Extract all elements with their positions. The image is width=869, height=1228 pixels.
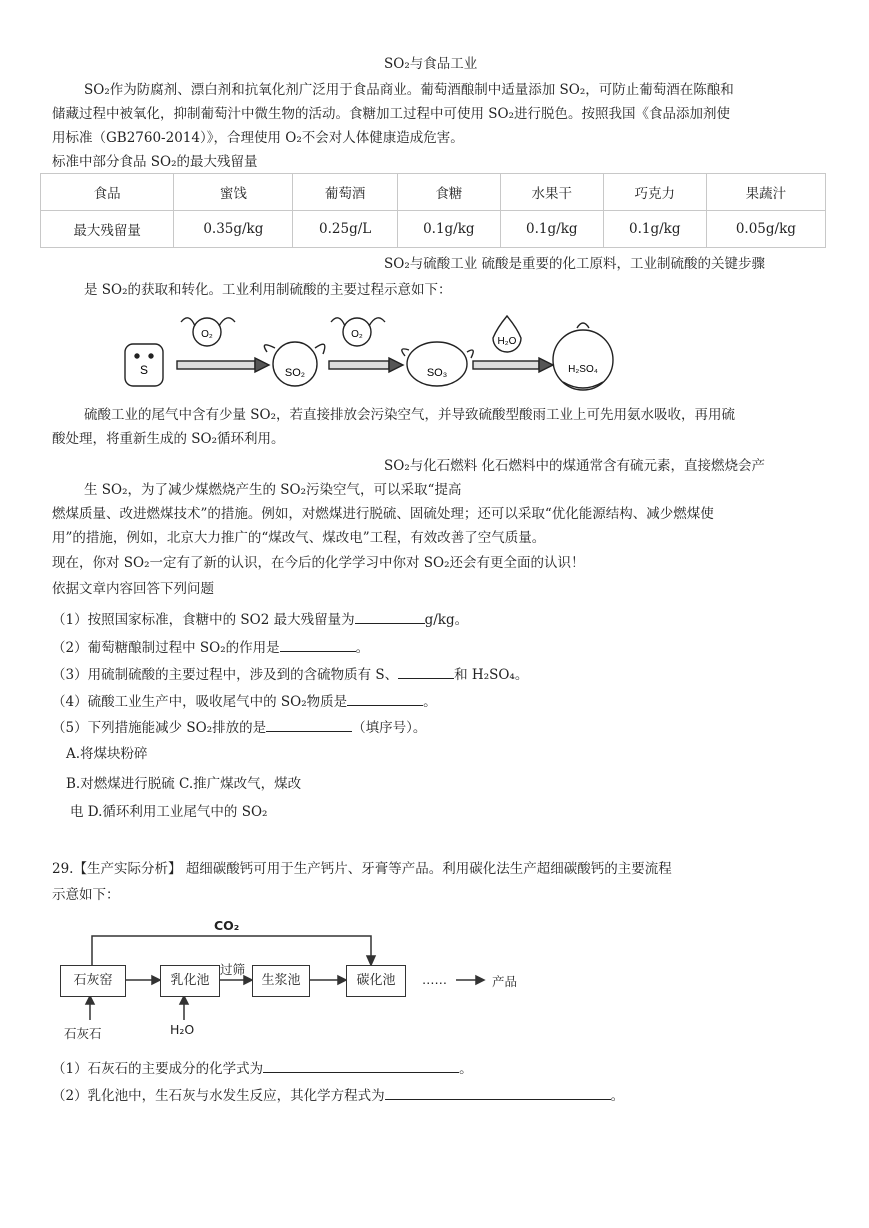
question-text: （4）硫酸工业生产中，吸收尾气中的 SO₂物质是 — [52, 694, 348, 710]
h2so4-label: H₂SO₄ — [568, 364, 598, 375]
question-text: 。 — [355, 640, 370, 656]
question-2 — [52, 636, 369, 656]
q29-sub-1 — [52, 1057, 473, 1077]
o2-label: O₂ — [351, 329, 363, 340]
o2-label: O₂ — [201, 329, 213, 340]
table-caption: 标准中部分食品 SO₂的最大残留量 — [52, 154, 258, 170]
section-title-food: SO₂与食品工业 — [384, 56, 478, 72]
water-label: H₂O — [170, 1022, 195, 1037]
question-text: 。 — [423, 694, 437, 710]
carbonation-tank-box: 碳化池 — [346, 965, 406, 997]
so3-label: SO₃ — [426, 367, 448, 379]
paragraph-line: 用标准（GB2760-2014）》，合理使用 O₂不会对人体健康造成危害。 — [52, 130, 464, 146]
option-bc: B.对燃煤进行脱硫 C.推广煤改气，煤改 — [66, 776, 302, 792]
lime-kiln-box: 石灰窑 — [60, 965, 126, 997]
paragraph-line: 储藏过程中被氧化，抑制葡萄汁中微生物的活动。食糖加工过程中可使用 SO₂进行脱色。按照我国《食品添加剂使 — [52, 106, 731, 122]
co2-label: CO₂ — [214, 918, 240, 933]
question-text: 和 H₂SO₄。 — [454, 667, 529, 683]
slaking-tank-box: 乳化池 — [160, 965, 220, 997]
question-text: （3）用硫制硫酸的主要过程中，涉及到的含硫物质有 S、 — [52, 667, 399, 683]
question-5 — [52, 716, 426, 736]
question-text: （1）石灰石的主要成分的化学式为 — [52, 1061, 264, 1077]
section-line: 生 SO₂，为了减少煤燃烧产生的 SO₂污染空气，可以采取“提高 — [84, 482, 462, 498]
answer-blank[interactable] — [280, 637, 356, 652]
answer-blank[interactable] — [266, 717, 352, 732]
paragraph-line: 酸处理，将重新生成的 SO₂循环利用。 — [52, 431, 285, 447]
filter-label: 过筛 — [220, 962, 246, 977]
table-cell: 0.1g/kg — [500, 211, 603, 248]
table-cell: 0.25g/L — [293, 211, 397, 248]
answer-blank[interactable] — [355, 609, 425, 624]
section-line: SO₂与化石燃料 化石燃料中的煤通常含有硫元素，直接燃烧会产 — [384, 458, 766, 474]
paragraph-line: 燃煤质量、改进燃煤技术”的措施。例如，对燃煤进行脱硫、固硫处理；还可以采取“优化能源结构、减少燃煤使 — [52, 506, 714, 522]
option-d: 电 D.循环利用工业尾气中的 SO₂ — [70, 804, 268, 820]
q29-intro: 29.【生产实际分析】 超细碳酸钙可用于生产钙片、牙膏等产品。利用碳化法生产超细碳酸钙的主要流程 — [52, 861, 672, 877]
question-text: 。 — [459, 1061, 473, 1077]
question-1 — [52, 608, 468, 628]
table-cell: 食品 — [41, 174, 174, 211]
q29-sub-2 — [52, 1084, 624, 1104]
table-row — [41, 211, 826, 248]
product-label: 产品 — [492, 974, 518, 989]
answer-blank[interactable] — [385, 1085, 611, 1100]
q29-intro: 示意如下： — [52, 887, 120, 903]
paragraph-line: 依据文章内容回答下列问题 — [52, 581, 214, 597]
question-text: （2）乳化池中，生石灰与水发生反应，其化学方程式为 — [52, 1088, 385, 1104]
s-label: S — [139, 363, 149, 377]
question-3 — [52, 663, 528, 683]
question-text: （1）按照国家标准，食糖中的 SO2 最大残留量为 — [52, 612, 355, 628]
table-cell: 巧克力 — [603, 174, 706, 211]
limestone-label: 石灰石 — [64, 1026, 102, 1041]
paragraph-line: 用”的措施，例如，北京大力推广的“煤改气、煤改电”工程，有效改善了空气质量。 — [52, 530, 546, 546]
ellipsis-label: …… — [422, 972, 447, 987]
table-cell: 食糖 — [397, 174, 500, 211]
question-text: g/kg。 — [424, 612, 469, 628]
answer-blank[interactable] — [263, 1058, 459, 1073]
so2-label: SO₂ — [284, 367, 306, 379]
table-cell: 0.05g/kg — [706, 211, 825, 248]
table-cell: 0.1g/kg — [397, 211, 500, 248]
table-cell: 果蔬汁 — [706, 174, 825, 211]
table-cell: 0.1g/kg — [603, 211, 706, 248]
calcium-carbonate-flowchart — [56, 912, 536, 1044]
table-cell: 最大残留量 — [41, 211, 174, 248]
table-cell: 0.35g/kg — [174, 211, 293, 248]
paragraph-line: 硫酸工业的尾气中含有少量 SO₂，若直接排放会污染空气，并导致硫酸型酸雨工业上可先用氨水吸收，再用硫 — [84, 407, 736, 423]
sulfuric-acid-process-diagram — [115, 308, 625, 398]
paragraph-line: SO₂作为防腐剂、漂白剂和抗氧化剂广泛用于食品商业。葡萄酒酿制中适量添加 SO₂，可防止葡萄酒在陈酿和 — [84, 82, 734, 98]
paragraph-line: 现在，你对 SO₂一定有了新的认识，在今后的化学学习中你对 SO₂还会有更全面的认识！ — [52, 555, 585, 571]
question-text: （5）下列措施能减少 SO₂排放的是 — [52, 720, 267, 736]
question-text: （填序号）。 — [352, 720, 427, 736]
table-cell: 葡萄酒 — [293, 174, 397, 211]
table-cell: 水果干 — [500, 174, 603, 211]
question-4 — [52, 690, 437, 710]
slurry-tank-box: 生浆池 — [252, 965, 310, 997]
section-line: SO₂与硫酸工业 硫酸是重要的化工原料，工业制硫酸的关键步骤 — [384, 256, 766, 272]
residue-table — [40, 173, 826, 248]
answer-blank[interactable] — [398, 664, 454, 679]
question-text: 。 — [610, 1088, 625, 1104]
table-cell: 蜜饯 — [174, 174, 293, 211]
question-text: （2）葡萄糖酿制过程中 SO₂的作用是 — [52, 640, 280, 656]
option-a: A.将煤块粉碎 — [66, 746, 148, 762]
h2o-label: H₂O — [497, 336, 517, 347]
section-line: 是 SO₂的获取和转化。工业利用制硫酸的主要过程示意如下： — [84, 282, 452, 298]
table-header-row — [41, 174, 826, 211]
answer-blank[interactable] — [347, 691, 423, 706]
